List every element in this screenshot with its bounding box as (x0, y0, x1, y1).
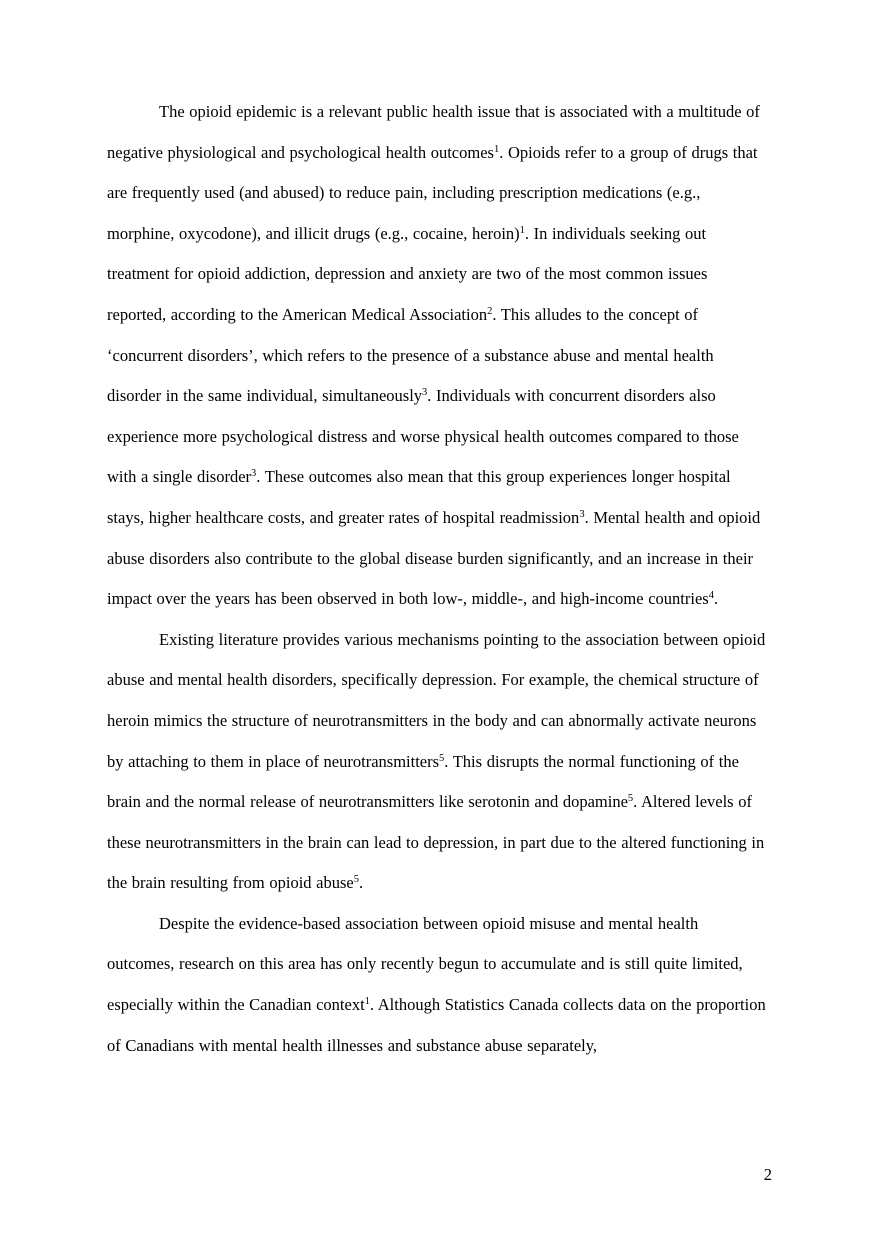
paragraph-canadian-context: Despite the evidence-based association between opioid misuse and mental health outcomes, research on this area has only recently begun to accumulate and is still quite limited, especially within the Canadian context$^1$. Although Statistics Canada collects data on the proportion of Canadians with mental health illnesses and substance abuse separately, (107, 913, 766, 1055)
paragraph-opioid-epidemic-intro: The opioid epidemic is a relevant public health issue that is associated with a multitude of negative physiological and psychological health outcomes$^1$. Opioids refer to a group of drugs that are frequently used (and abused) to reduce pain, including prescription medications (e.g., morphine, oxycodone), and illicit drugs (e.g., cocaine, heroin)$^1$. In individuals seeking out treatment for opioid addiction, depression and anxiety are two of the most common issues reported, according to the American Medical Association$^2$. This alludes to the concept of ‘concurrent disorders’, which refers to the presence of a substance abuse and mental health disorder in the same individual, simultaneously$^3$. Individuals with concurrent disorders also experience more psychological distress and worse physical health outcomes compared to those with a single disorder$^3$. These outcomes also mean that this group experiences longer hospital stays, higher healthcare costs, and greater rates of hospital readmission$^3$. Mental health and opioid abuse disorders also contribute to the global disease burden significantly, and an increase in their impact over the years has been observed in both low-, middle-, and high-income countries$^4$. (107, 102, 761, 609)
page-number: 2 (763, 1165, 772, 1184)
page-body (107, 92, 768, 1066)
paragraph-mechanisms: Existing literature provides various mechanisms pointing to the association between opioid abuse and mental health disorders, specifically depression. For example, the chemical structure of heroin mimics the structure of neurotransmitters in the body and can abnormally activate neurons by attaching to them in place of neurotransmitters$^5$. This disrupts the normal functioning of the brain and the normal release of neurotransmitters like serotonin and dopamine$^5$. Altered levels of these neurotransmitters in the brain can lead to depression, in part due to the altered functioning in the brain resulting from opioid abuse$^5$. (107, 629, 766, 893)
